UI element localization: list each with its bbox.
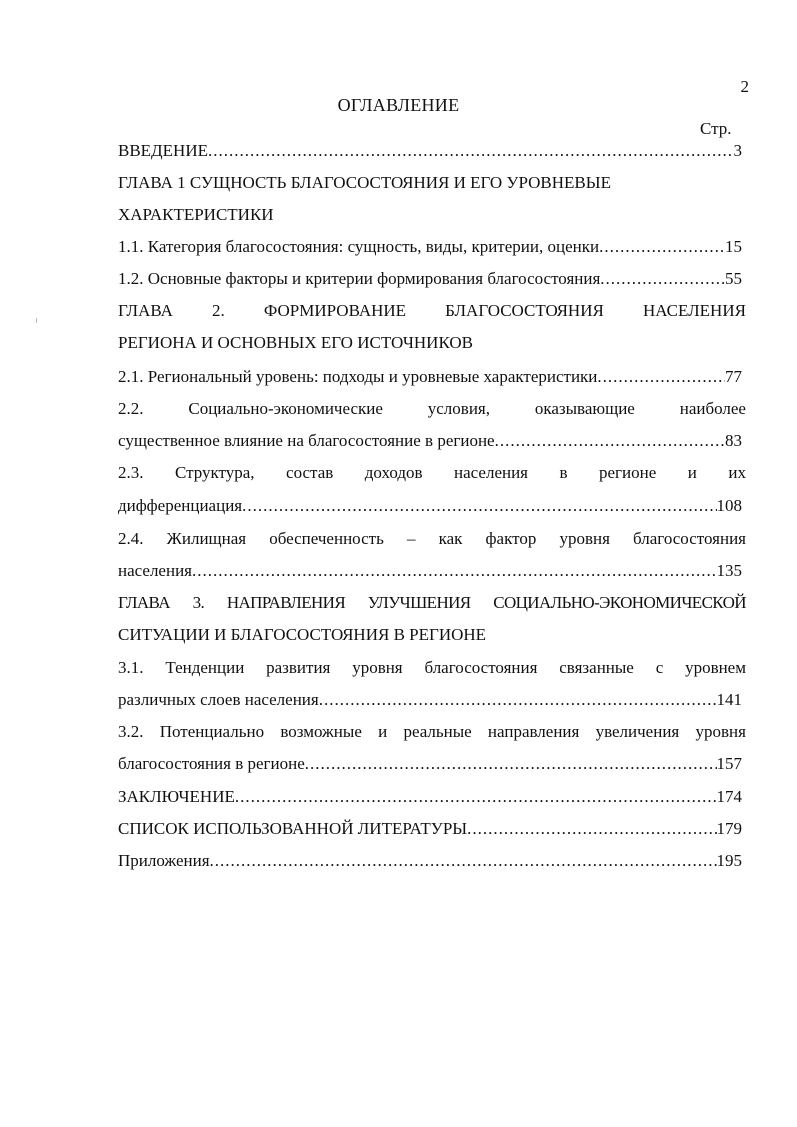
- toc-entry-title: дифференциация: [118, 496, 243, 515]
- toc-page-number: 174: [716, 787, 742, 806]
- entry-2-2-word: оказывающие: [534, 399, 635, 418]
- toc-chapter-1-cont: [118, 205, 742, 225]
- toc-entry-intro[interactable]: [118, 141, 742, 161]
- toc-chapter-2[interactable]: [118, 301, 746, 321]
- leader-dots: [208, 141, 734, 161]
- page-number: 2: [740, 77, 749, 96]
- chapter-3-word: СОЦИАЛЬНО-ЭКОНОМИЧЕСКОЙ: [493, 593, 746, 612]
- chapter-2-word: ГЛАВА: [118, 301, 173, 320]
- leader-dots: [467, 819, 716, 839]
- toc-chapter-2-cont: [118, 333, 742, 353]
- entry-2-2-word: условия,: [427, 399, 490, 418]
- entry-2-3-word: 2.3.: [118, 463, 144, 482]
- toc-entry-3-2-cont[interactable]: [118, 754, 742, 774]
- toc-entry-title: ВВЕДЕНИЕ: [118, 141, 208, 160]
- toc-entry-2-3[interactable]: [118, 463, 746, 483]
- entry-2-3-word: регионе: [599, 463, 657, 482]
- leader-dots: [210, 851, 717, 871]
- toc-entry-2-4-cont[interactable]: [118, 561, 742, 581]
- chapter-1-title-line-2: ХАРАКТЕРИСТИКИ: [118, 205, 274, 224]
- entry-3-2-word: 3.2.: [118, 722, 144, 741]
- leader-dots: [319, 690, 717, 710]
- entry-2-3-word: состав: [286, 463, 334, 482]
- chapter-3-word: ГЛАВА: [118, 593, 170, 612]
- toc-page-number: 55: [725, 269, 742, 288]
- leader-dots: [235, 787, 717, 807]
- leader-dots: [599, 237, 725, 257]
- entry-2-3-word: населения: [454, 463, 529, 482]
- page-title: ОГЛАВЛЕНИЕ: [337, 95, 460, 115]
- toc-chapter-3-cont: [118, 625, 742, 645]
- entry-2-3-word: и: [687, 463, 697, 482]
- chapter-3-word: УЛУЧШЕНИЯ: [367, 593, 471, 612]
- entry-2-3-word: Структура,: [174, 463, 255, 482]
- entry-3-2-word: увеличения: [595, 722, 680, 741]
- chapter-2-word: 2.: [212, 301, 225, 320]
- entry-2-3-word: доходов: [364, 463, 423, 482]
- chapter-3-title-line-2: СИТУАЦИИ И БЛАГОСОСТОЯНИЯ В РЕГИОНЕ: [118, 625, 487, 644]
- toc-page-number: 141: [716, 690, 742, 709]
- toc-entry-references[interactable]: [118, 819, 742, 839]
- entry-2-4-word: благосостояния: [633, 529, 746, 548]
- toc-page-number: 83: [725, 431, 742, 450]
- toc-entry-title: различных слоев населения: [118, 690, 319, 709]
- chapter-3-word: 3.: [192, 593, 205, 612]
- chapter-3-word: НАПРАВЛЕНИЯ: [226, 593, 346, 612]
- toc-page-number: 108: [716, 496, 742, 515]
- chapter-2-word: БЛАГОСОСТОЯНИЯ: [445, 301, 604, 320]
- leader-dots: [600, 269, 725, 289]
- toc-entry-conclusion[interactable]: [118, 787, 742, 807]
- chapter-2-word: ФОРМИРОВАНИЕ: [263, 301, 407, 320]
- toc-entry-title: Приложения: [118, 851, 210, 870]
- toc-chapter-3[interactable]: [118, 593, 746, 613]
- chapter-2-title-line-2: РЕГИОНА И ОСНОВНЫХ ЕГО ИСТОЧНИКОВ: [118, 333, 473, 352]
- entry-3-2-word: направления: [487, 722, 580, 741]
- leader-dots: [242, 496, 716, 516]
- toc-page-number: 179: [716, 819, 742, 838]
- toc-entry-3-1[interactable]: [118, 658, 746, 678]
- entry-2-4-word: 2.4.: [118, 529, 144, 548]
- toc-entry-2-2-cont[interactable]: [118, 431, 742, 451]
- entry-2-4-word: фактор: [485, 529, 537, 548]
- entry-3-2-word: реальные: [403, 722, 472, 741]
- entry-2-3-word: их: [728, 463, 746, 482]
- scan-artifact: [36, 318, 37, 323]
- entry-3-1-word: Тенденции: [165, 658, 245, 677]
- entry-3-2-word: и: [378, 722, 388, 741]
- toc-entry-2-1[interactable]: [118, 367, 742, 387]
- toc-entry-3-1-cont[interactable]: [118, 690, 742, 710]
- toc-entry-3-2[interactable]: [118, 722, 746, 742]
- chapter-2-word: НАСЕЛЕНИЯ: [642, 301, 746, 320]
- toc-chapter-1[interactable]: [118, 173, 742, 193]
- toc-entry-title: благосостояния в регионе: [118, 754, 305, 773]
- entry-2-4-word: –: [406, 529, 416, 548]
- entry-3-2-word: уровня: [695, 722, 746, 741]
- leader-dots: [192, 561, 717, 581]
- leader-dots: [597, 367, 725, 387]
- entry-2-4-word: обеспеченность: [269, 529, 384, 548]
- toc-entry-2-4[interactable]: [118, 529, 746, 549]
- entry-2-4-word: уровня: [559, 529, 610, 548]
- entry-2-2-word: 2.2.: [118, 399, 144, 418]
- leader-dots: [495, 431, 725, 451]
- leader-dots: [305, 754, 717, 774]
- toc-entry-2-3-cont[interactable]: [118, 496, 742, 516]
- page-column-label: Стр.: [700, 119, 732, 138]
- entry-3-1-word: 3.1.: [118, 658, 144, 677]
- toc-page-number: 157: [716, 754, 742, 773]
- toc-entry-appendix[interactable]: [118, 851, 742, 871]
- toc-entry-title: существенное влияние на благосостояние в регионе: [118, 431, 495, 450]
- toc-entry-title: 2.1. Региональный уровень: подходы и уровневые характеристики: [118, 367, 598, 386]
- toc-page-number: 195: [716, 851, 742, 870]
- entry-2-3-word: в: [559, 463, 568, 482]
- entry-3-1-word: уровня: [352, 658, 403, 677]
- entry-3-1-word: уровнем: [685, 658, 746, 677]
- chapter-1-title-line-1: ГЛАВА 1 СУЩНОСТЬ БЛАГОСОСТОЯНИЯ И ЕГО УРОВНЕВЫЕ: [118, 173, 611, 192]
- toc-entry-title: ЗАКЛЮЧЕНИЕ: [118, 787, 235, 806]
- entry-3-1-word: с: [655, 658, 664, 677]
- entry-2-4-word: Жилищная: [166, 529, 247, 548]
- toc-entry-1-1[interactable]: [118, 237, 742, 257]
- entry-2-4-word: как: [438, 529, 463, 548]
- toc-page-number: 135: [716, 561, 742, 580]
- toc-entry-1-2[interactable]: [118, 269, 742, 289]
- entry-3-1-word: связанные: [559, 658, 634, 677]
- toc-entry-title: населения: [118, 561, 192, 580]
- toc-entry-title: 1.1. Категория благосостояния: сущность, виды, критерии, оценки: [118, 237, 600, 256]
- entry-3-1-word: развития: [266, 658, 331, 677]
- entry-2-2-word: наиболее: [679, 399, 746, 418]
- toc-entry-2-2[interactable]: [118, 399, 746, 419]
- entry-3-2-word: возможные: [280, 722, 362, 741]
- toc-page-number: 77: [725, 367, 742, 386]
- toc-page-number: 15: [725, 237, 742, 256]
- entry-2-2-word: Социально-экономические: [188, 399, 383, 418]
- toc-entry-title: 1.2. Основные факторы и критерии формирования благосостояния: [118, 269, 601, 288]
- toc-page-number: 3: [733, 141, 742, 160]
- entry-3-2-word: Потенциально: [159, 722, 265, 741]
- toc-entry-title: СПИСОК ИСПОЛЬЗОВАННОЙ ЛИТЕРАТУРЫ: [118, 819, 468, 838]
- entry-3-1-word: благосостояния: [424, 658, 538, 677]
